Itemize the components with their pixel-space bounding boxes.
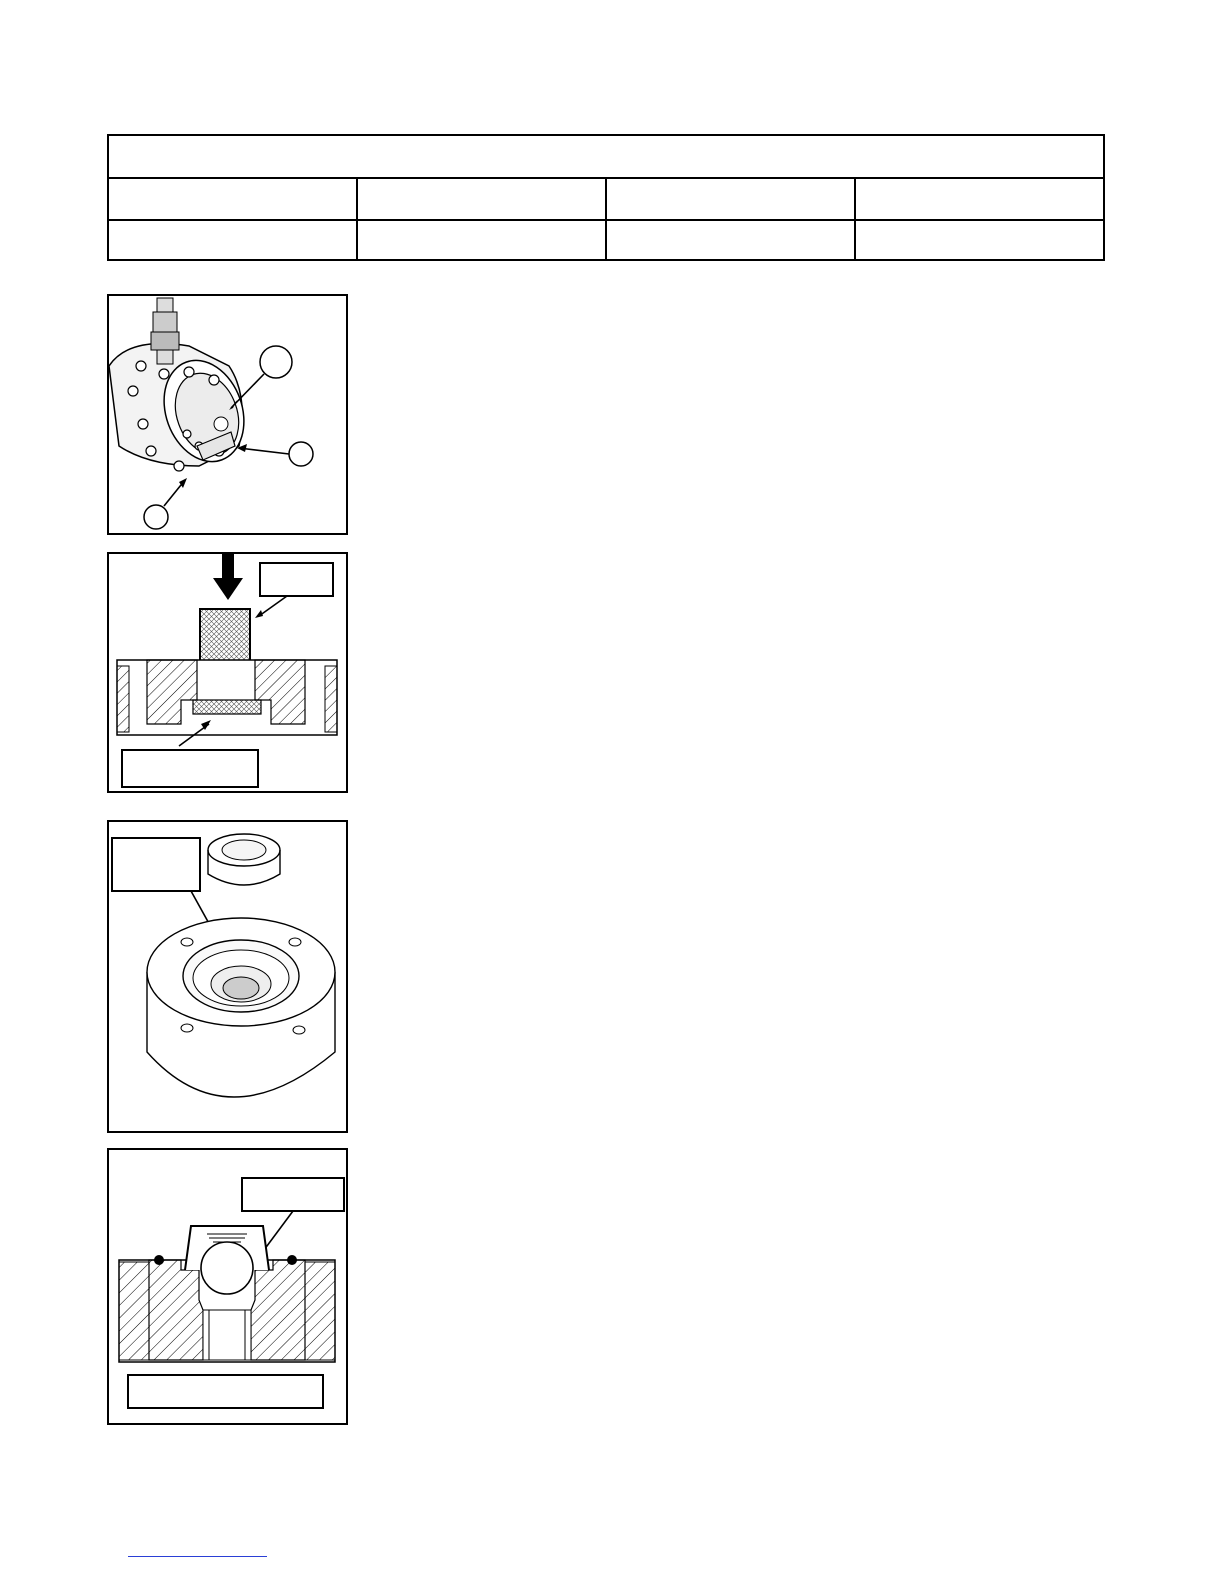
header-table	[107, 134, 1105, 261]
header-cell	[358, 221, 607, 259]
header-table-row	[109, 221, 1103, 259]
header-cell	[856, 179, 1103, 219]
figure-pump-head	[107, 294, 348, 535]
callout-circle	[289, 442, 313, 466]
header-cell	[856, 221, 1103, 259]
figure-press-seal	[107, 552, 348, 793]
callout-circle	[260, 346, 292, 378]
footer-link[interactable]	[128, 1556, 267, 1557]
label-box	[122, 750, 258, 787]
label-box	[242, 1178, 344, 1211]
header-cell	[109, 179, 358, 219]
header-table-row	[109, 179, 1103, 221]
header-table-title	[109, 136, 1103, 179]
header-cell	[607, 221, 856, 259]
label-box	[128, 1375, 323, 1408]
label-box	[260, 563, 333, 596]
header-cell	[109, 221, 358, 259]
header-cell	[358, 179, 607, 219]
header-cell	[607, 179, 856, 219]
pump-head-illustration	[109, 296, 346, 533]
callout-circle	[144, 505, 168, 529]
figure-check-valve	[107, 1148, 348, 1425]
figure-housing-seal	[107, 820, 348, 1133]
label-box	[112, 838, 200, 891]
